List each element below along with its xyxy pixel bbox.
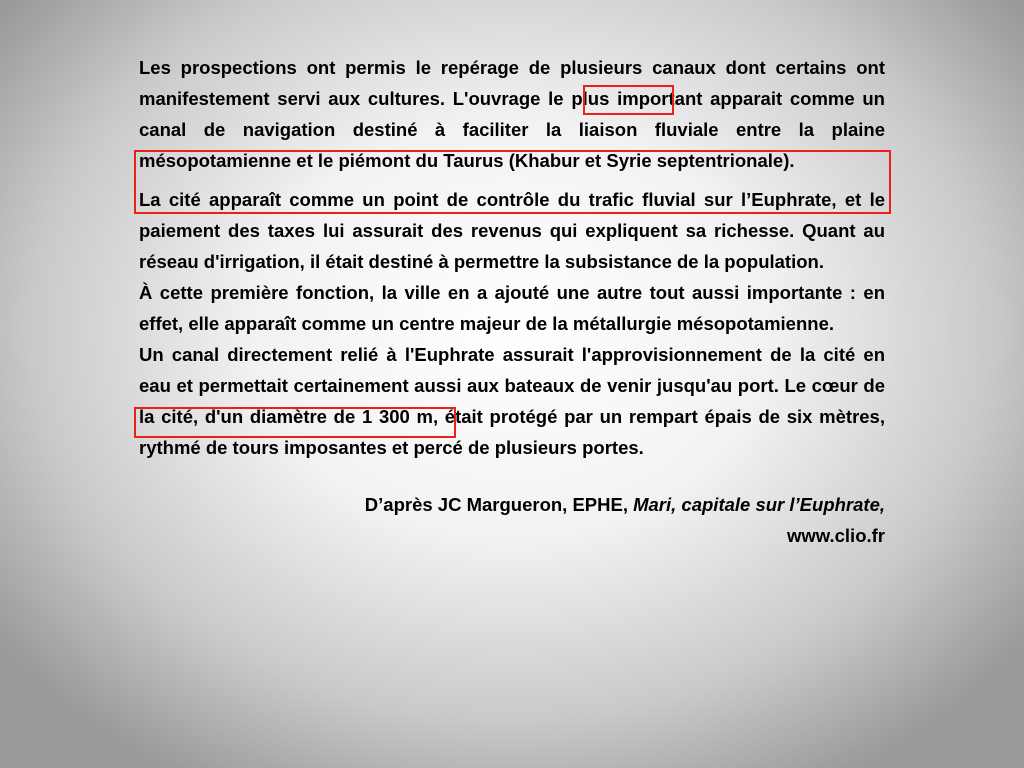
paragraph-canals-text-start: Les prospections ont permis le repérage de plusieurs canaux dont certains ont manifestement servi aux [139,57,885,109]
highlighted-word-cultures: cultures [367,88,440,109]
highlight-box-metallurgie [134,407,456,438]
paragraph-canals-text-end: . L'ouvrage le plus important apparait comme un canal de navigation destiné à faciliter la liaison fluviale entre la plaine mésopotamienne et le piémont du Taurus (Khabur et Syrie septentrionale). [139,88,885,171]
paragraph-metallurgy [139,277,885,339]
paragraph-metallurgy-text-start: À cette première fonction, la ville en a ajouté une autre tout aussi importante : en effet, elle apparaît comme un centre majeur de la [139,282,885,334]
source-title: Mari, capitale sur l’Euphrate, [633,494,885,515]
paragraph-trade-control: La cité apparaît comme un point de contrôle du trafic fluvial sur l’Euphrate, et le paiement des taxes lui assurait des revenus qui expliquent sa richesse. Quant au réseau d'irrigation, il était destiné à permettre la subsistance de la population. [139,189,885,272]
source-url: www.clio.fr [787,525,885,546]
paragraph-city-canal: Un canal directement relié à l'Euphrate assurait l'approvisionnement de la cité en eau et permettait certainement aussi aux bateaux de venir jusqu'au port. Le cœur de la cité, d'un diamètre de 1 300 m, était protégé par un rempart épais de six mètres, rythmé de tours imposantes et percé de plusieurs portes. [139,344,885,458]
slide-body [139,52,885,551]
highlight-box-cultures [583,85,674,115]
source-author: D’après JC Margueron, EPHE, [364,494,634,515]
paragraph-metallurgy-text-end: . [828,313,834,334]
source-citation [139,489,885,551]
highlight-box-navigation-canal [134,150,891,214]
highlighted-phrase-metallurgie: métallurgie mésopotamienne [572,313,829,334]
